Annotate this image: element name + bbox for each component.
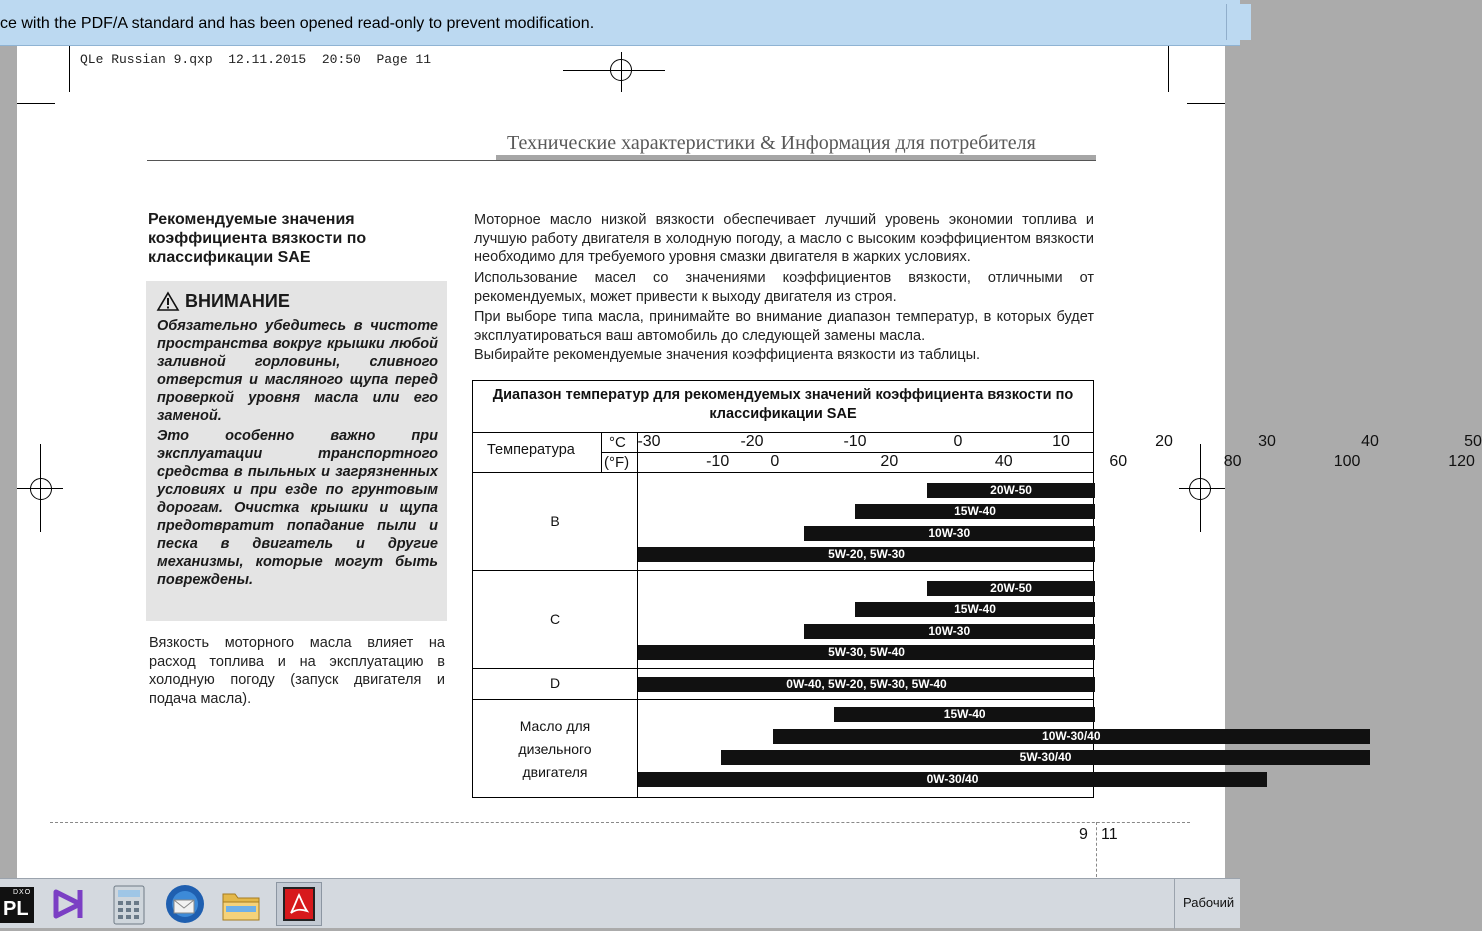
taskbar-visual-studio[interactable] — [46, 882, 92, 926]
taskbar-dxo-photolab[interactable] — [0, 882, 46, 926]
viscosity-bar: 20W-50 — [927, 581, 1095, 596]
group-label: B — [550, 513, 560, 529]
celsius-tick: 30 — [1258, 433, 1276, 450]
dxo-photolab-icon — [0, 887, 34, 923]
fahrenheit-unit: (°F) — [604, 454, 630, 471]
viscosity-table — [472, 380, 1482, 798]
temperature-label: Температура — [487, 442, 575, 458]
right-paragraph: Использование масел со значениями коэффициентов вязкости, отличными от рекомендуемых, может привести к выходу двигателя из строя. — [474, 270, 1094, 305]
section-title: Технические характеристики & Информация для потребителя — [507, 132, 1036, 154]
crop-mark — [1168, 46, 1169, 92]
table-rule — [473, 699, 1093, 700]
celsius-tick: 20 — [1155, 433, 1173, 450]
dxo-brand-text: DXO — [13, 889, 32, 896]
table-rule — [473, 432, 1093, 433]
print-slug-header: QLe Russian 9.qxp 12.11.2015 20:50 Page 11 — [80, 52, 432, 67]
viscosity-bar: 10W-30 — [804, 526, 1096, 541]
table-rule — [637, 432, 638, 798]
pdfa-notice-text: ce with the PDF/A standard and has been opened read-only to prevent modification. — [0, 15, 595, 32]
viscosity-bar: 0W-40, 5W-20, 5W-30, 5W-40 — [638, 677, 1095, 692]
acrobat-icon — [283, 887, 315, 921]
calculator-icon — [106, 882, 152, 926]
viscosity-bar: 10W-30/40 — [773, 729, 1370, 744]
taskbar-file-explorer[interactable] — [218, 882, 264, 926]
taskbar-calculator[interactable] — [106, 882, 152, 926]
table-rule — [473, 472, 1093, 473]
registration-mark — [1189, 478, 1211, 500]
right-paragraph: При выборе типа масла, принимайте во внимание диапазон температур, в которых будет эксплуатироваться ваш автомобиль до следующей замены масла. — [474, 309, 1094, 344]
right-paragraph: Моторное масло низкой вязкости обеспечивает лучший уровень экономии топлива и лучшую работу двигателя в холодную погоду, а масло с высоким коэффициентом вязкости необходимо для требуемого уровня смазки двигателя в жарких условиях. — [474, 212, 1094, 265]
celsius-tick: -30 — [637, 433, 661, 450]
footer-rule — [50, 822, 1190, 823]
fahrenheit-tick: 20 — [880, 453, 899, 470]
celsius-unit: °C — [609, 434, 626, 451]
table-rule — [601, 452, 1093, 453]
footer-separator — [1096, 822, 1097, 877]
registration-mark — [610, 59, 632, 81]
crop-mark — [17, 103, 55, 104]
celsius-tick: 10 — [1052, 433, 1070, 450]
group-label: C — [549, 611, 561, 627]
viscosity-bar: 0W-30/40 — [638, 772, 1267, 787]
acrobat-logo-glyph — [285, 889, 313, 919]
pdf-page — [17, 46, 1482, 878]
group-label: D — [549, 675, 561, 691]
viscosity-bar: 15W-40 — [855, 602, 1095, 617]
dxo-app-text: PL — [3, 898, 29, 920]
taskbar-acrobat-reader[interactable] — [276, 882, 322, 926]
celsius-tick: 50 — [1464, 433, 1482, 450]
fahrenheit-tick: 60 — [1109, 453, 1128, 470]
celsius-tick: 40 — [1361, 433, 1379, 450]
celsius-tick: -10 — [843, 433, 867, 450]
table-title: Диапазон температур для рекомендуемых значений коэффициента вязкости по классификации SAE — [492, 387, 1074, 422]
warning-title — [157, 291, 290, 312]
page-number: 11 — [1101, 826, 1118, 843]
viscosity-bar: 5W-20, 5W-30 — [638, 547, 1095, 562]
registration-mark — [30, 478, 52, 500]
warning-triangle-icon — [157, 292, 179, 311]
warning-paragraph: Это особенно важно при эксплуатации транспортного средства в пыльных и загрязненных условиях и при езде по грунтовым дорогам. Очистка крышки и щупа предотвратит попадание пыли и песка в двигатель и другие механизмы, которые могут быть повреждены. — [157, 428, 438, 588]
table-rule — [601, 432, 602, 472]
group-label: Масло для дизельного двигателя — [518, 718, 592, 780]
viscosity-bar: 15W-40 — [855, 504, 1095, 519]
viscosity-bar: 5W-30/40 — [721, 750, 1370, 765]
viscosity-bar: 20W-50 — [927, 483, 1095, 498]
warning-paragraph: Обязательно убедитесь в чистоте пространства вокруг крышки любой заливной горловины, сливного отверстия и масляного щупа перед проверкой уровня масла или его заменой. — [157, 318, 438, 424]
thunderbird-icon — [162, 882, 208, 926]
crop-mark — [69, 46, 70, 92]
fahrenheit-tick: 40 — [994, 453, 1013, 470]
left-heading: Рекомендуемые значения коэффициента вязкости по классификации SAE — [148, 211, 367, 266]
taskbar-thunderbird[interactable] — [162, 882, 208, 926]
fahrenheit-tick: 100 — [1333, 453, 1361, 470]
fahrenheit-tick: 120 — [1448, 453, 1475, 470]
celsius-tick: -20 — [740, 433, 764, 450]
table-rule — [473, 668, 1093, 669]
warning-title-text: ВНИМАНИЕ — [185, 291, 290, 311]
chapter-number: 9 — [1079, 826, 1088, 843]
table-rule — [473, 570, 1093, 571]
viscosity-bar: 15W-40 — [834, 707, 1095, 722]
folder-icon — [218, 882, 264, 926]
section-title-rule — [147, 160, 1096, 161]
visual-studio-icon — [46, 882, 92, 926]
left-body-text: Вязкость моторного масла влияет на расход топлива и на эксплуатацию в холодную погоду (запуск двигателя и подача масла). — [149, 635, 445, 707]
viscosity-bar: 5W-30, 5W-40 — [638, 645, 1095, 660]
desktop-toolbar-label[interactable]: Рабочий — [1183, 895, 1235, 910]
notice-bar-edge — [1226, 4, 1251, 40]
celsius-tick: 0 — [953, 433, 963, 450]
viscosity-bar: 10W-30 — [804, 624, 1096, 639]
crop-mark — [1187, 103, 1225, 104]
fahrenheit-tick: -10 — [706, 453, 730, 470]
right-paragraph: Выбирайте рекомендуемые значения коэффициента вязкости из таблицы. — [474, 347, 981, 363]
pdfa-notice-bar — [0, 0, 1240, 46]
taskbar — [0, 878, 1240, 928]
fahrenheit-tick: 0 — [770, 453, 780, 470]
fahrenheit-tick: 80 — [1223, 453, 1242, 470]
